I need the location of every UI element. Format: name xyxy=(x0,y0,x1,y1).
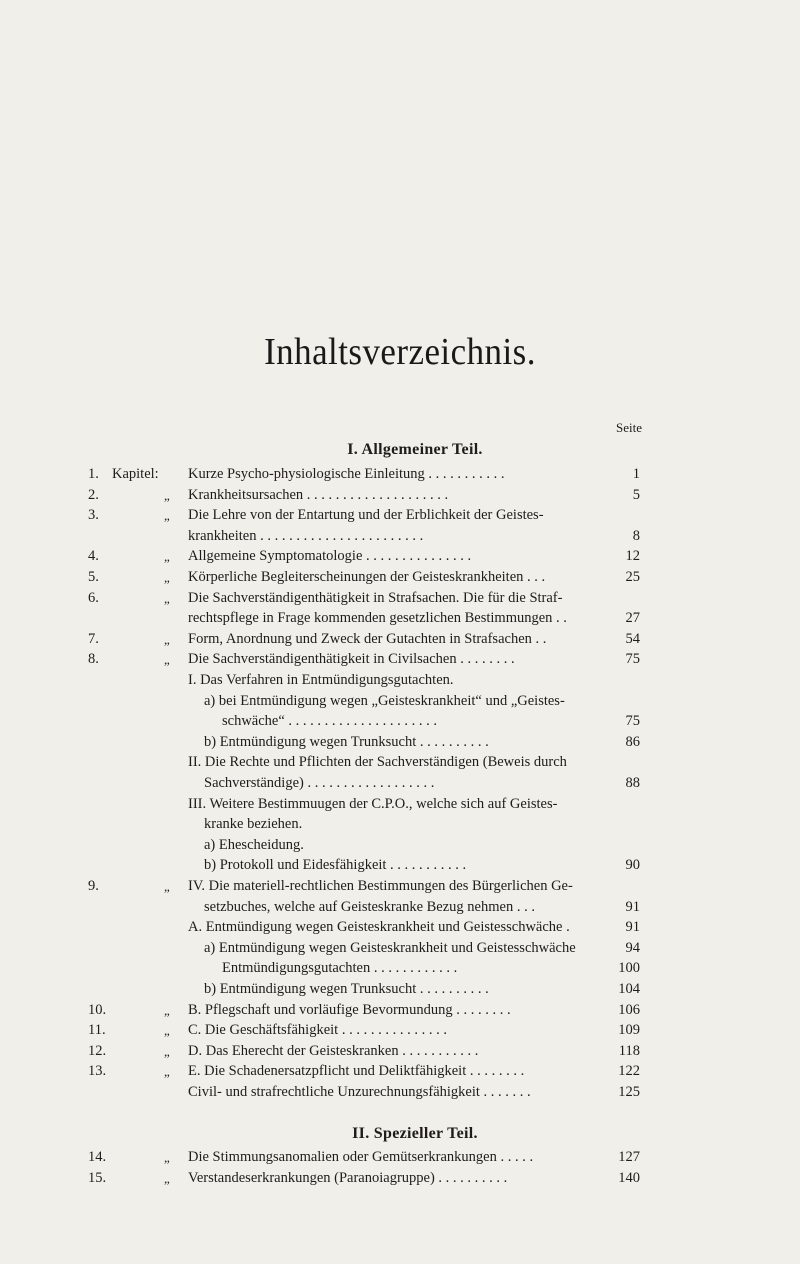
entry-title: C. Die Geschäftsfähigkeit . . . . . . . . . . . . . . . xyxy=(188,1022,447,1039)
entry-title: Allgemeine Symptomatologie . . . . . . . . . . . . . . . xyxy=(188,548,472,565)
toc-entry xyxy=(0,958,800,979)
toc-entry xyxy=(0,794,800,815)
toc-entry xyxy=(0,649,800,670)
ditto-mark: „ xyxy=(164,1170,170,1186)
page-number: 90 xyxy=(625,857,640,874)
page-number: 27 xyxy=(625,610,640,627)
entry-title: Die Lehre von der Entartung und der Erblichkeit der Geistes- xyxy=(188,507,544,524)
chapter-number: 1. xyxy=(88,466,99,482)
chapter-number: 7. xyxy=(88,630,99,647)
ditto-mark: „ xyxy=(164,487,170,503)
toc-entry xyxy=(0,732,800,753)
section-heading-special: II. Spezieller Teil. xyxy=(352,1125,478,1142)
entry-title: B. Pflegschaft und vorläufige Bevormundung . . . . . . . . xyxy=(188,1001,511,1018)
toc-entry xyxy=(0,526,800,547)
ditto-mark: „ xyxy=(164,1064,170,1080)
ditto-mark: „ xyxy=(164,1023,170,1039)
page-number: 118 xyxy=(618,1042,640,1059)
toc-entry xyxy=(0,1082,800,1103)
entry-title: krankheiten . . . . . . . . . . . . . . . . . . . . . . . xyxy=(188,527,424,544)
chapter-number: 8. xyxy=(88,651,99,668)
entry-title: a) Ehescheidung. xyxy=(204,836,304,853)
chapter-number: 14. xyxy=(88,1149,107,1165)
ditto-mark: „ xyxy=(164,508,170,524)
chapter-number: 6. xyxy=(88,589,99,606)
entry-title: Krankheitsursachen . . . . . . . . . . . . . . . . . . . . xyxy=(188,486,449,503)
toc-entry xyxy=(0,1061,800,1082)
page-number: 25 xyxy=(625,569,640,585)
ditto-mark: „ xyxy=(164,590,170,606)
toc-entry xyxy=(0,979,800,1000)
entry-title: Civil- und strafrechtliche Unzurechnungsfähigkeit . . . . . . . xyxy=(188,1084,531,1100)
toc-entry xyxy=(0,835,800,856)
entry-title: Die Sachverständigenthätigkeit in Civilsachen . . . . . . . . xyxy=(188,651,515,668)
chapter-label: Kapitel: xyxy=(112,466,159,482)
page-number: 88 xyxy=(625,775,640,791)
seite-label: Seite xyxy=(616,420,642,435)
page-number: 100 xyxy=(618,960,640,977)
chapter-number: 9. xyxy=(88,878,99,894)
chapter-number: 10. xyxy=(88,1001,107,1018)
chapter-number: 13. xyxy=(88,1063,107,1080)
page-number: 94 xyxy=(625,939,640,956)
entry-title: kranke beziehen. xyxy=(204,816,303,833)
page-title: Inhaltsverzeichnis. xyxy=(264,331,536,373)
ditto-mark: „ xyxy=(164,1043,170,1059)
entry-title: Die Stimmungsanomalien oder Gemütserkrankungen . . . . . xyxy=(188,1149,534,1165)
ditto-mark: „ xyxy=(164,652,170,668)
entry-title: a) Entmündigung wegen Geisteskrankheit und Geistesschwäche xyxy=(204,939,576,956)
toc-entry xyxy=(0,1041,800,1062)
entry-title: I. Das Verfahren in Entmündigungsgutachten. xyxy=(188,672,454,688)
toc-entry xyxy=(0,752,800,773)
entry-title: a) bei Entmündigung wegen „Geisteskrankheit“ und „Geistes- xyxy=(204,692,565,709)
toc-entry xyxy=(0,485,800,506)
entry-title: Körperliche Begleiterscheinungen der Geisteskrankheiten . . . xyxy=(188,569,546,585)
page-number: 75 xyxy=(625,651,640,668)
ditto-mark: „ xyxy=(164,879,170,894)
page-number: 106 xyxy=(618,1001,640,1018)
entry-title: Sachverständige) . . . . . . . . . . . . . . . . . . xyxy=(204,775,435,791)
entry-title: Verstandeserkrankungen (Paranoiagruppe) . . . . . . . . . . xyxy=(188,1169,508,1186)
chapter-number: 5. xyxy=(88,569,99,585)
entry-title: Entmündigungsgutachten . . . . . . . . . . . . xyxy=(222,960,458,977)
page-number: 104 xyxy=(618,981,640,997)
toc-entry xyxy=(0,814,800,835)
page-number: 8 xyxy=(632,527,640,544)
page-number: 109 xyxy=(618,1022,640,1039)
toc-entry xyxy=(0,1020,800,1041)
page-number: 91 xyxy=(625,898,640,915)
toc-entry xyxy=(0,917,800,938)
page-number: 12 xyxy=(625,548,640,565)
chapter-number: 3. xyxy=(88,507,99,524)
page-number: 125 xyxy=(618,1084,640,1100)
entry-title: E. Die Schadenersatzpflicht und Deliktfähigkeit . . . . . . . . xyxy=(188,1063,525,1080)
page-number: 1 xyxy=(632,466,640,482)
entry-title: IV. Die materiell-rechtlichen Bestimmungen des Bürgerlichen Ge- xyxy=(188,878,573,894)
page-number: 127 xyxy=(618,1149,640,1165)
page-number: 86 xyxy=(625,733,640,750)
toc-entry xyxy=(0,897,800,918)
entry-title: D. Das Eherecht der Geisteskranken . . . . . . . . . . . xyxy=(188,1042,479,1059)
toc-entry xyxy=(0,588,800,609)
toc-entry xyxy=(0,691,800,712)
toc-entry xyxy=(0,505,800,526)
entry-title: setzbuches, welche auf Geisteskranke Bezug nehmen . . . xyxy=(204,898,535,915)
page-number: 91 xyxy=(625,919,640,936)
entry-title: II. Die Rechte und Pflichten der Sachverständigen (Beweis durch xyxy=(188,754,567,771)
entry-title: A. Entmündigung wegen Geisteskrankheit und Geistesschwäche . xyxy=(188,919,570,936)
page-number: 75 xyxy=(625,713,640,730)
toc-entry xyxy=(0,567,800,588)
ditto-mark: „ xyxy=(164,549,170,565)
toc-entry xyxy=(0,608,800,629)
toc-entry xyxy=(0,629,800,650)
entry-title: b) Entmündigung wegen Trunksucht . . . . . . . . . . xyxy=(204,733,489,750)
ditto-mark: „ xyxy=(164,631,170,647)
entry-title: Die Sachverständigenthätigkeit in Strafsachen. Die für die Straf- xyxy=(188,589,563,606)
chapter-number: 2. xyxy=(88,486,99,503)
entry-title: III. Weitere Bestimmuugen der C.P.O., welche sich auf Geistes- xyxy=(188,795,558,812)
toc-entry xyxy=(0,773,800,794)
entry-title: Kurze Psycho-physiologische Einleitung . . . . . . . . . . . xyxy=(188,466,505,482)
chapter-number: 4. xyxy=(88,548,99,565)
chapter-number: 12. xyxy=(88,1042,107,1059)
page-number: 140 xyxy=(618,1169,640,1186)
toc-entry xyxy=(0,1147,800,1168)
toc-entry xyxy=(0,711,800,732)
entry-title: b) Entmündigung wegen Trunksucht . . . . . . . . . . xyxy=(204,981,489,997)
ditto-mark: „ xyxy=(164,570,170,585)
page-number: 122 xyxy=(618,1063,640,1080)
toc-entry xyxy=(0,1168,800,1189)
toc-entry xyxy=(0,546,800,567)
toc-entry xyxy=(0,855,800,876)
ditto-mark: „ xyxy=(164,1002,170,1018)
entry-title: rechtspflege in Frage kommenden gesetzlichen Bestimmungen . . xyxy=(188,610,567,627)
chapter-number: 15. xyxy=(88,1169,107,1186)
toc-entry xyxy=(0,670,800,691)
toc-entry xyxy=(0,938,800,959)
toc-entry xyxy=(0,464,800,485)
page-number: 54 xyxy=(625,630,640,647)
entry-title: b) Protokoll und Eidesfähigkeit . . . . . . . . . . . xyxy=(204,857,467,874)
chapter-number: 11. xyxy=(88,1022,106,1039)
entry-title: Form, Anordnung und Zweck der Gutachten in Strafsachen . . xyxy=(188,630,547,647)
entry-title: schwäche“ . . . . . . . . . . . . . . . . . . . . . xyxy=(222,713,438,730)
toc-entry xyxy=(0,1000,800,1021)
toc-entry xyxy=(0,876,800,897)
ditto-mark: „ xyxy=(164,1150,170,1165)
section-heading-general: I. Allgemeiner Teil. xyxy=(347,441,483,458)
page-number: 5 xyxy=(632,486,640,503)
